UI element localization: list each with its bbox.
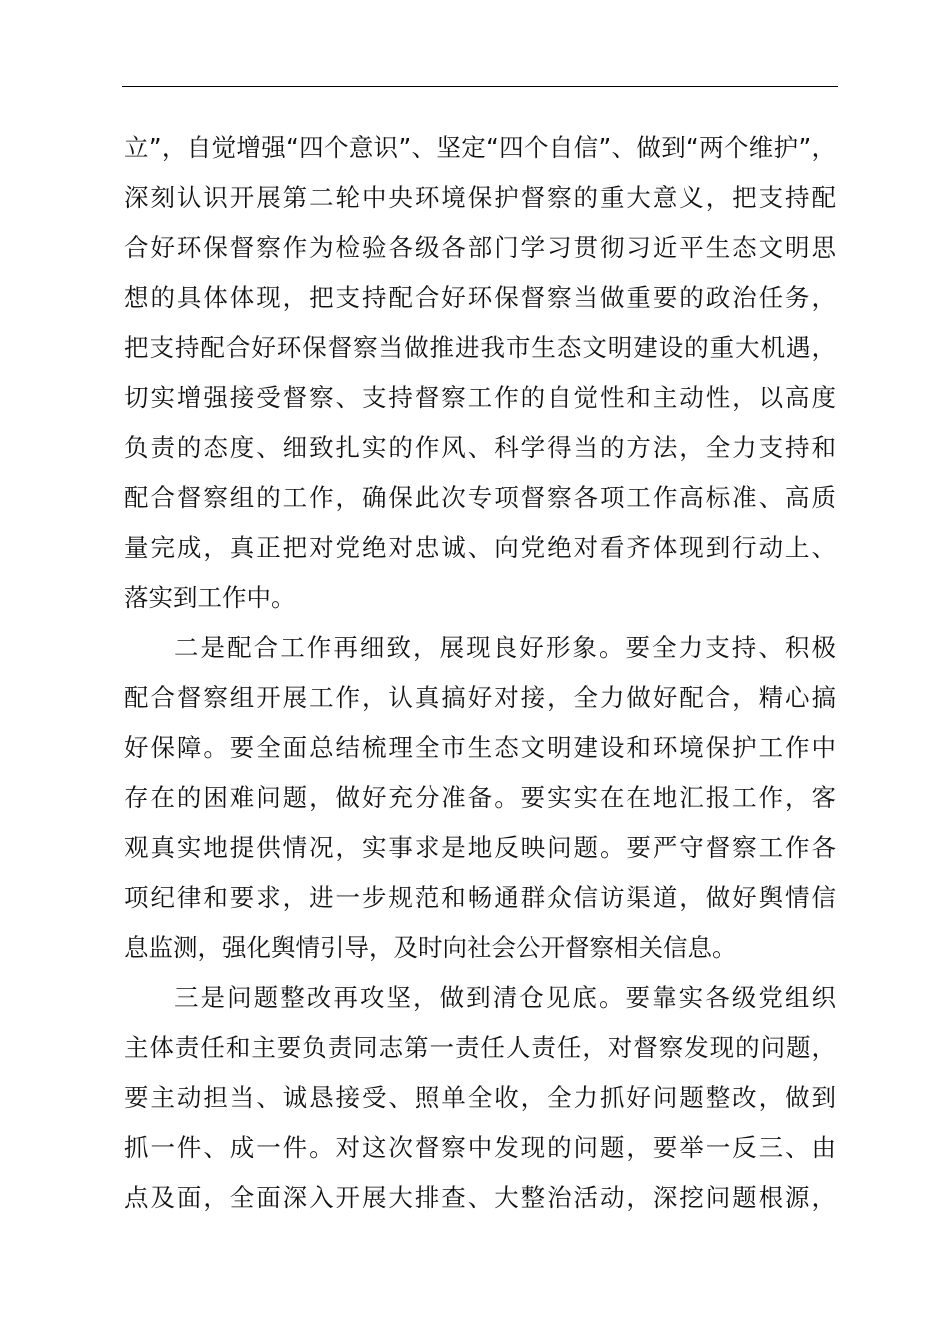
text-line-17: 息监测，强化舆情引导，及时向社会公开督察相关信息。	[124, 933, 737, 962]
text-line-13: 好保障。要全面总结梳理全市生态文明建设和环境保护工作中	[124, 733, 836, 762]
text-line-9: 量完成，真正把对党绝对忠诚、向党绝对看齐体现到行动上、	[124, 533, 836, 562]
text-line-1: 立”，自觉增强“四个意识”、坚定“四个自信”、做到“两个维护”，	[124, 133, 836, 162]
text-line-15: 观真实地提供情况，实事求是地反映问题。要严守督察工作各	[124, 833, 836, 862]
text-line-14: 存在的困难问题，做好充分准备。要实实在在地汇报工作，客	[124, 783, 836, 812]
paragraph-2-first-line: 二是配合工作再细致，展现良好形象。要全力支持、积极	[174, 633, 836, 662]
text-line-10: 落实到工作中。	[124, 583, 296, 612]
text-line-8: 配合督察组的工作，确保此次专项督察各项工作高标准、高质	[124, 483, 836, 512]
text-line-21: 抓一件、成一件。对这次督察中发现的问题，要举一反三、由	[124, 1133, 836, 1162]
text-line-20: 要主动担当、诚恳接受、照单全收，全力抓好问题整改，做到	[124, 1083, 836, 1112]
text-line-22: 点及面，全面深入开展大排查、大整治活动，深挖问题根源，	[124, 1183, 836, 1212]
text-line-6: 切实增强接受督察、支持督察工作的自觉性和主动性，以高度	[124, 383, 836, 412]
paragraph-3-first-line: 三是问题整改再攻坚，做到清仓见底。要靠实各级党组织	[174, 983, 836, 1012]
text-line-5: 把支持配合好环保督察当做推进我市生态文明建设的重大机遇，	[124, 333, 836, 362]
text-line-19: 主体责任和主要负责同志第一责任人责任，对督察发现的问题，	[124, 1033, 836, 1062]
text-line-2: 深刻认识开展第二轮中央环境保护督察的重大意义，把支持配	[124, 183, 836, 212]
header-rule	[122, 86, 838, 87]
text-line-7: 负责的态度、细致扎实的作风、科学得当的方法，全力支持和	[124, 433, 836, 462]
text-line-3: 合好环保督察作为检验各级各部门学习贯彻习近平生态文明思	[124, 233, 836, 262]
text-line-4: 想的具体体现，把支持配合好环保督察当做重要的政治任务，	[124, 283, 836, 312]
text-line-16: 项纪律和要求，进一步规范和畅通群众信访渠道，做好舆情信	[124, 883, 836, 912]
text-line-12: 配合督察组开展工作，认真搞好对接，全力做好配合，精心搞	[124, 683, 836, 712]
